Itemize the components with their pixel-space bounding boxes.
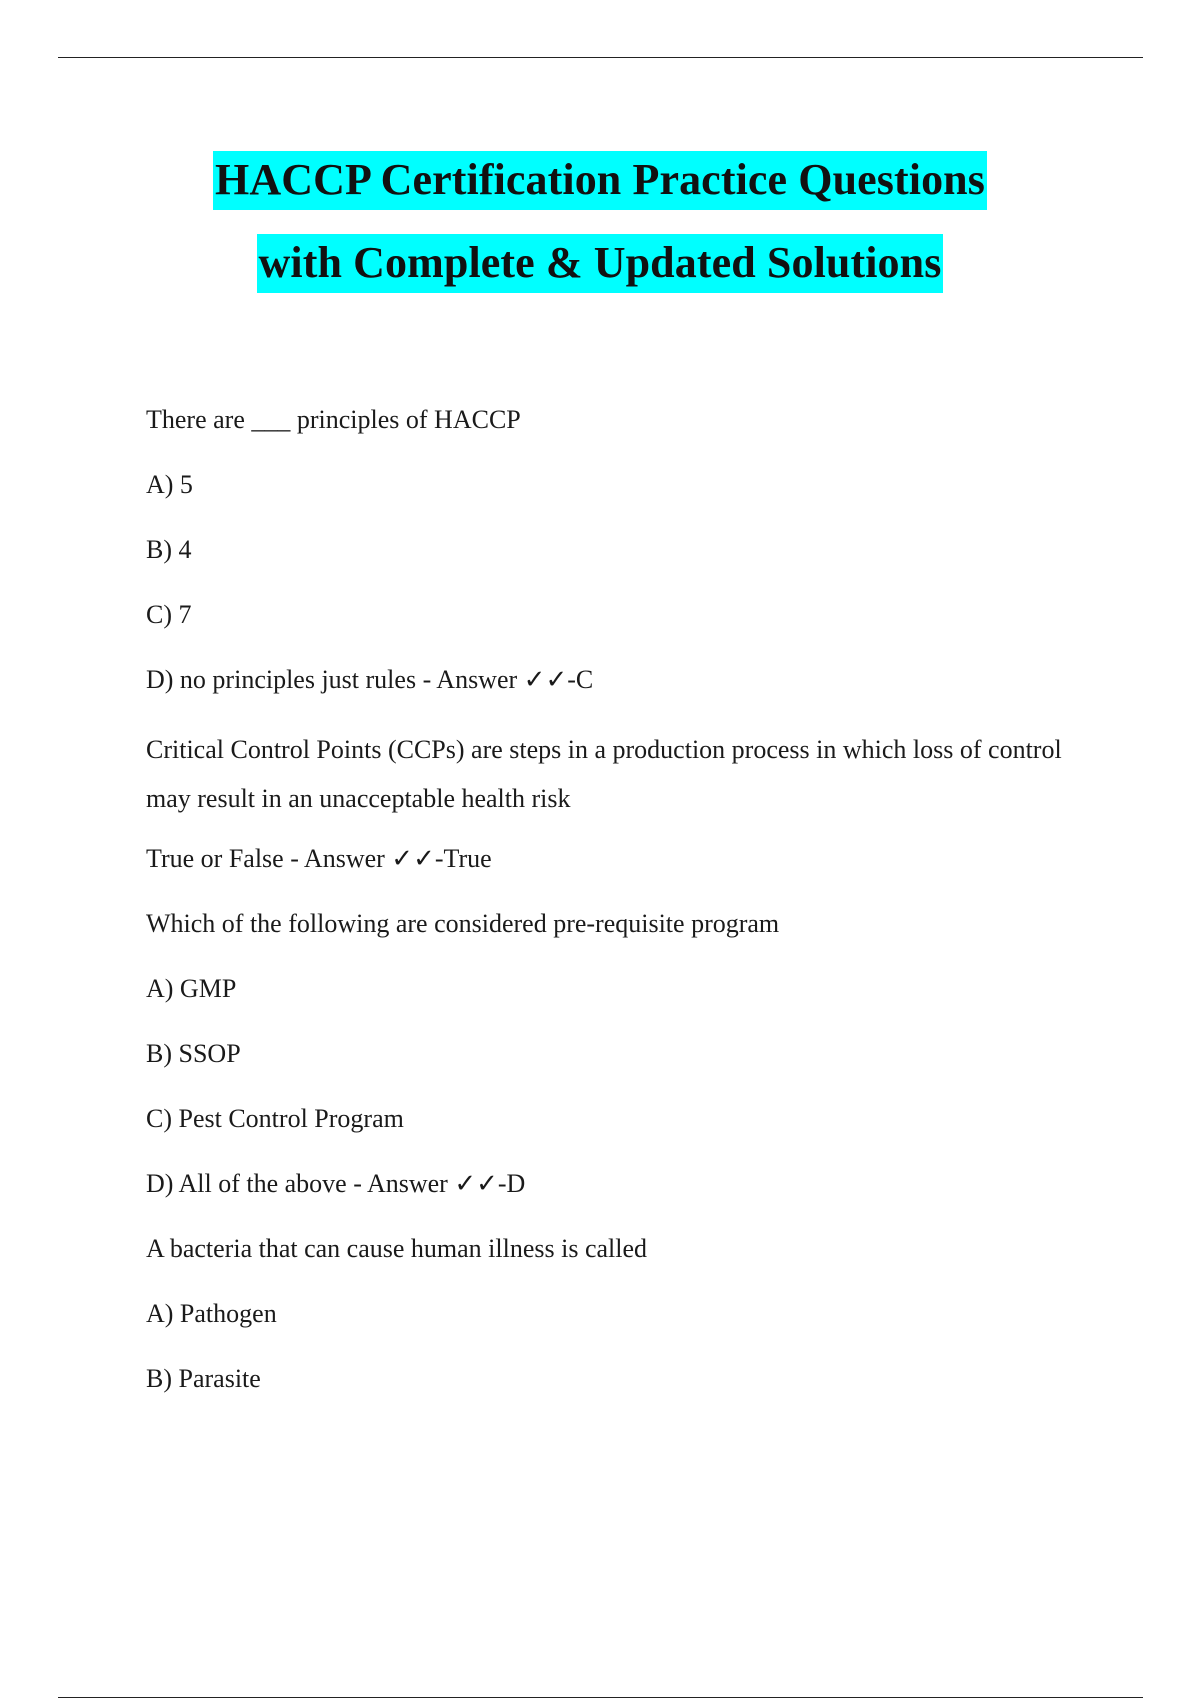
page-title <box>0 138 1200 304</box>
answer-option: B) 4 <box>146 535 192 564</box>
question-text: A bacteria that can cause human illness is called <box>146 1234 648 1263</box>
answer-option: C) Pest Control Program <box>146 1104 404 1133</box>
question-list <box>146 400 1066 1424</box>
question-text: Which of the following are considered pre-requisite program <box>146 909 780 938</box>
answer-option: B) Parasite <box>146 1364 261 1393</box>
answer-option: C) 7 <box>146 600 192 629</box>
title-line-2 <box>0 221 1200 304</box>
title-text-1: HACCP Certification Practice Questions <box>213 151 987 210</box>
answer-option: B) SSOP <box>146 1039 241 1068</box>
answer-option-with-solution: D) no principles just rules - Answer ✓✓-C <box>146 665 594 694</box>
question-text: Critical Control Points (CCPs) are steps in a production process in which loss of control may result in an unacceptable health risk <box>146 735 1062 813</box>
title-text-2: with Complete & Updated Solutions <box>257 234 944 293</box>
title-line-1 <box>0 138 1200 221</box>
top-rule <box>58 57 1143 58</box>
question-text: There are ___ principles of HACCP <box>146 405 521 434</box>
answer-option: A) Pathogen <box>146 1299 277 1328</box>
answer-option: A) 5 <box>146 470 193 499</box>
answer-option-with-solution: True or False - Answer ✓✓-True <box>146 844 492 873</box>
bottom-rule <box>58 1697 1143 1698</box>
answer-option: A) GMP <box>146 974 237 1003</box>
answer-option-with-solution: D) All of the above - Answer ✓✓-D <box>146 1169 526 1198</box>
